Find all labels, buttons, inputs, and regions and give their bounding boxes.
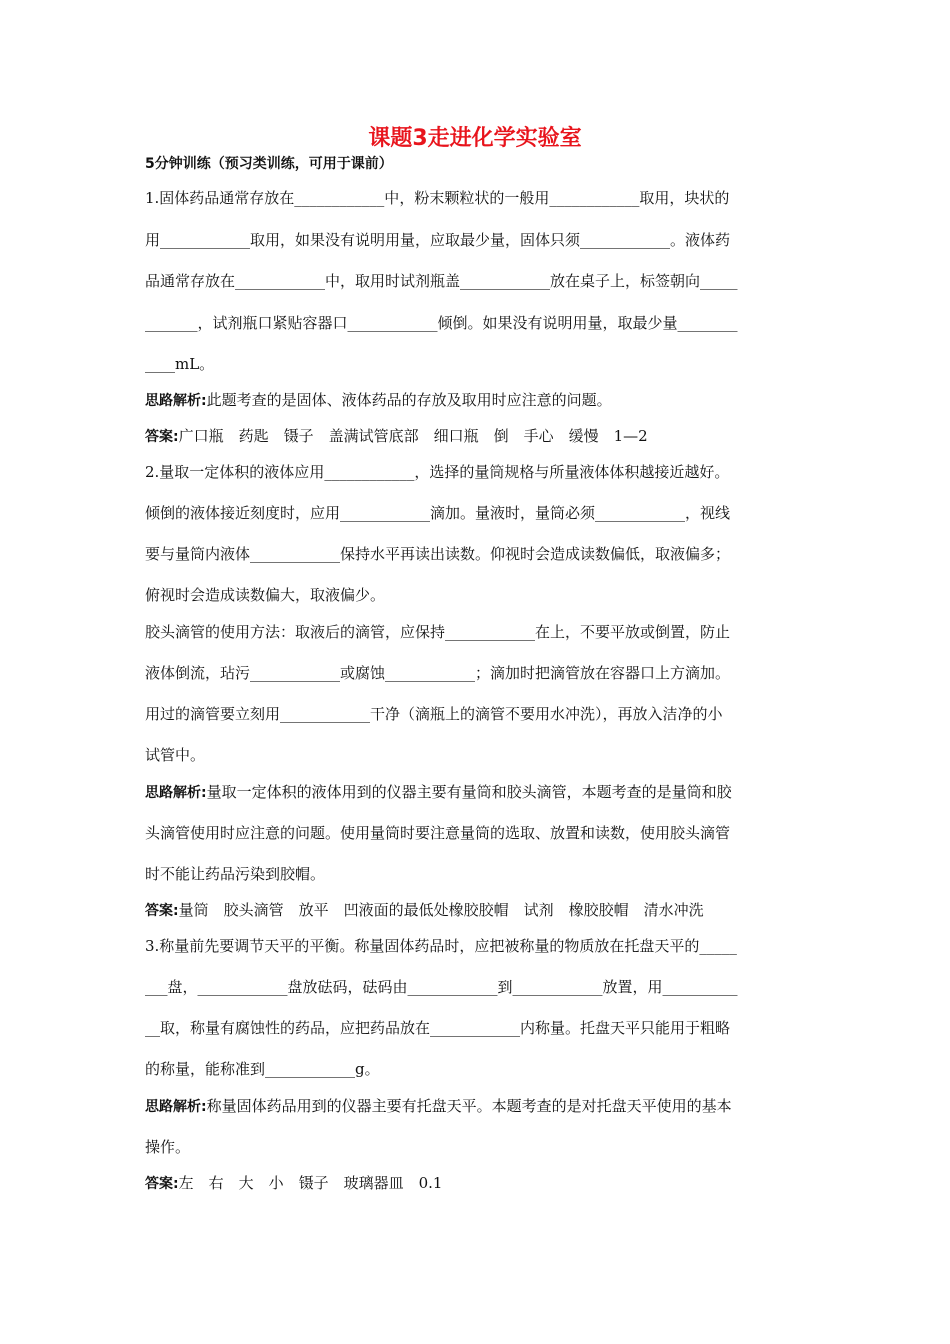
answer-line <box>145 781 732 802</box>
line-text: 品通常存放在____________中，取用时试剂瓶盖____________放在桌子上，标签朝向_____ <box>145 272 738 290</box>
text-line <box>145 461 729 482</box>
text-line <box>145 353 214 374</box>
text-line <box>145 187 729 208</box>
line-text: 3.称量前先要调节天平的平衡。称量固体药品时，应把被称量的物质放在托盘天平的_____ <box>145 937 737 955</box>
line-text: 此题考查的是固体、液体药品的存放及取用时应注意的问题。 <box>206 391 612 409</box>
line-text: 2.量取一定体积的液体应用____________，选择的量筒规格与所量液体体积越接近越好。 <box>145 463 730 481</box>
text-line <box>145 976 738 997</box>
text-line <box>145 822 730 843</box>
text-line <box>145 229 730 250</box>
line-text: 广口瓶 药匙 镊子 盖满试管底部 细口瓶 倒 手心 缓慢 1—2 <box>178 427 648 445</box>
line-text: 胶头滴管的使用方法：取液后的滴管，应保持____________在上，不要平放或倒置，防止 <box>145 623 731 641</box>
line-text: _______，试剂瓶口紧贴容器口____________倾倒。如果没有说明用量，取最少量________ <box>145 314 738 332</box>
text-line <box>145 584 385 605</box>
text-line <box>145 1017 730 1038</box>
line-text: 液体倒流，玷污____________或腐蚀____________；滴加时把滴管放在容器口上方滴加。 <box>145 664 731 682</box>
line-text: 量取一定体积的液体用到的仪器主要有量筒和胶头滴管，本题考查的是量筒和胶 <box>206 783 732 801</box>
line-text: ____mL。 <box>145 355 215 373</box>
line-label: 思路解析: <box>145 785 207 801</box>
text-line <box>145 744 205 765</box>
text-line <box>145 662 730 683</box>
line-label: 答案: <box>145 1176 179 1192</box>
line-text: 倾倒的液体接近刻度时，应用____________滴加。量液时，量筒必须____________，视线 <box>145 504 731 522</box>
line-text: 量筒 胶头滴管 放平 凹液面的最低处橡胶胶帽 试剂 橡胶胶帽 清水冲洗 <box>178 901 704 919</box>
text-line <box>145 1058 380 1079</box>
line-text: 要与量筒内液体____________保持水平再读出读数。仰视时会造成读数偏低，取液偏多； <box>145 545 731 563</box>
section-heading: 5分钟训练（预习类训练，可用于课前） <box>145 156 393 172</box>
text-line <box>145 1136 190 1157</box>
line-label: 答案: <box>145 903 179 919</box>
line-text: 时不能让药品污染到胶帽。 <box>145 865 326 883</box>
text-line <box>145 312 738 333</box>
text-line <box>145 863 325 884</box>
line-text: 用____________取用，如果没有说明用量，应取最少量，固体只须____________。液体药 <box>145 231 731 249</box>
text-line <box>145 502 730 523</box>
line-text: 试管中。 <box>145 746 206 764</box>
answer-line <box>145 899 704 920</box>
text-line <box>145 621 730 642</box>
line-label: 思路解析: <box>145 393 207 409</box>
line-text: 俯视时会造成读数偏大，取液偏少。 <box>145 586 386 604</box>
answer-line <box>145 1095 732 1116</box>
line-label: 答案: <box>145 429 179 445</box>
line-text: ___盘，____________盘放砝码，砝码由____________到____________放置，用__________ <box>145 978 738 996</box>
answer-line <box>145 389 612 410</box>
line-label: 思路解析: <box>145 1099 207 1115</box>
line-text: 左 右 大 小 镊子 玻璃器皿 0.1 <box>178 1174 443 1192</box>
line-text: 1.固体药品通常存放在____________中，粉末颗粒状的一般用____________取用，块状的 <box>145 189 730 207</box>
text-line <box>145 270 738 291</box>
document-title: 课题3走进化学实验室 <box>368 126 582 151</box>
line-text: 头滴管使用时应注意的问题。使用量筒时要注意量筒的选取、放置和读数，使用胶头滴管 <box>145 824 731 842</box>
answer-line <box>145 1172 442 1193</box>
line-text: 的称量，能称准到____________g。 <box>145 1060 380 1078</box>
line-text: 称量固体药品用到的仪器主要有托盘天平。本题考查的是对托盘天平使用的基本 <box>206 1097 732 1115</box>
answer-line <box>145 425 648 446</box>
text-line <box>145 703 723 724</box>
line-text: 用过的滴管要立刻用____________干净（滴瓶上的滴管不要用水冲洗），再放入洁净的小 <box>145 705 723 723</box>
line-text: 操作。 <box>145 1138 191 1156</box>
line-text: __取，称量有腐蚀性的药品，应把药品放在____________内称量。托盘天平只能用于粗略 <box>145 1019 731 1037</box>
text-line <box>145 935 737 956</box>
text-line <box>145 543 730 564</box>
